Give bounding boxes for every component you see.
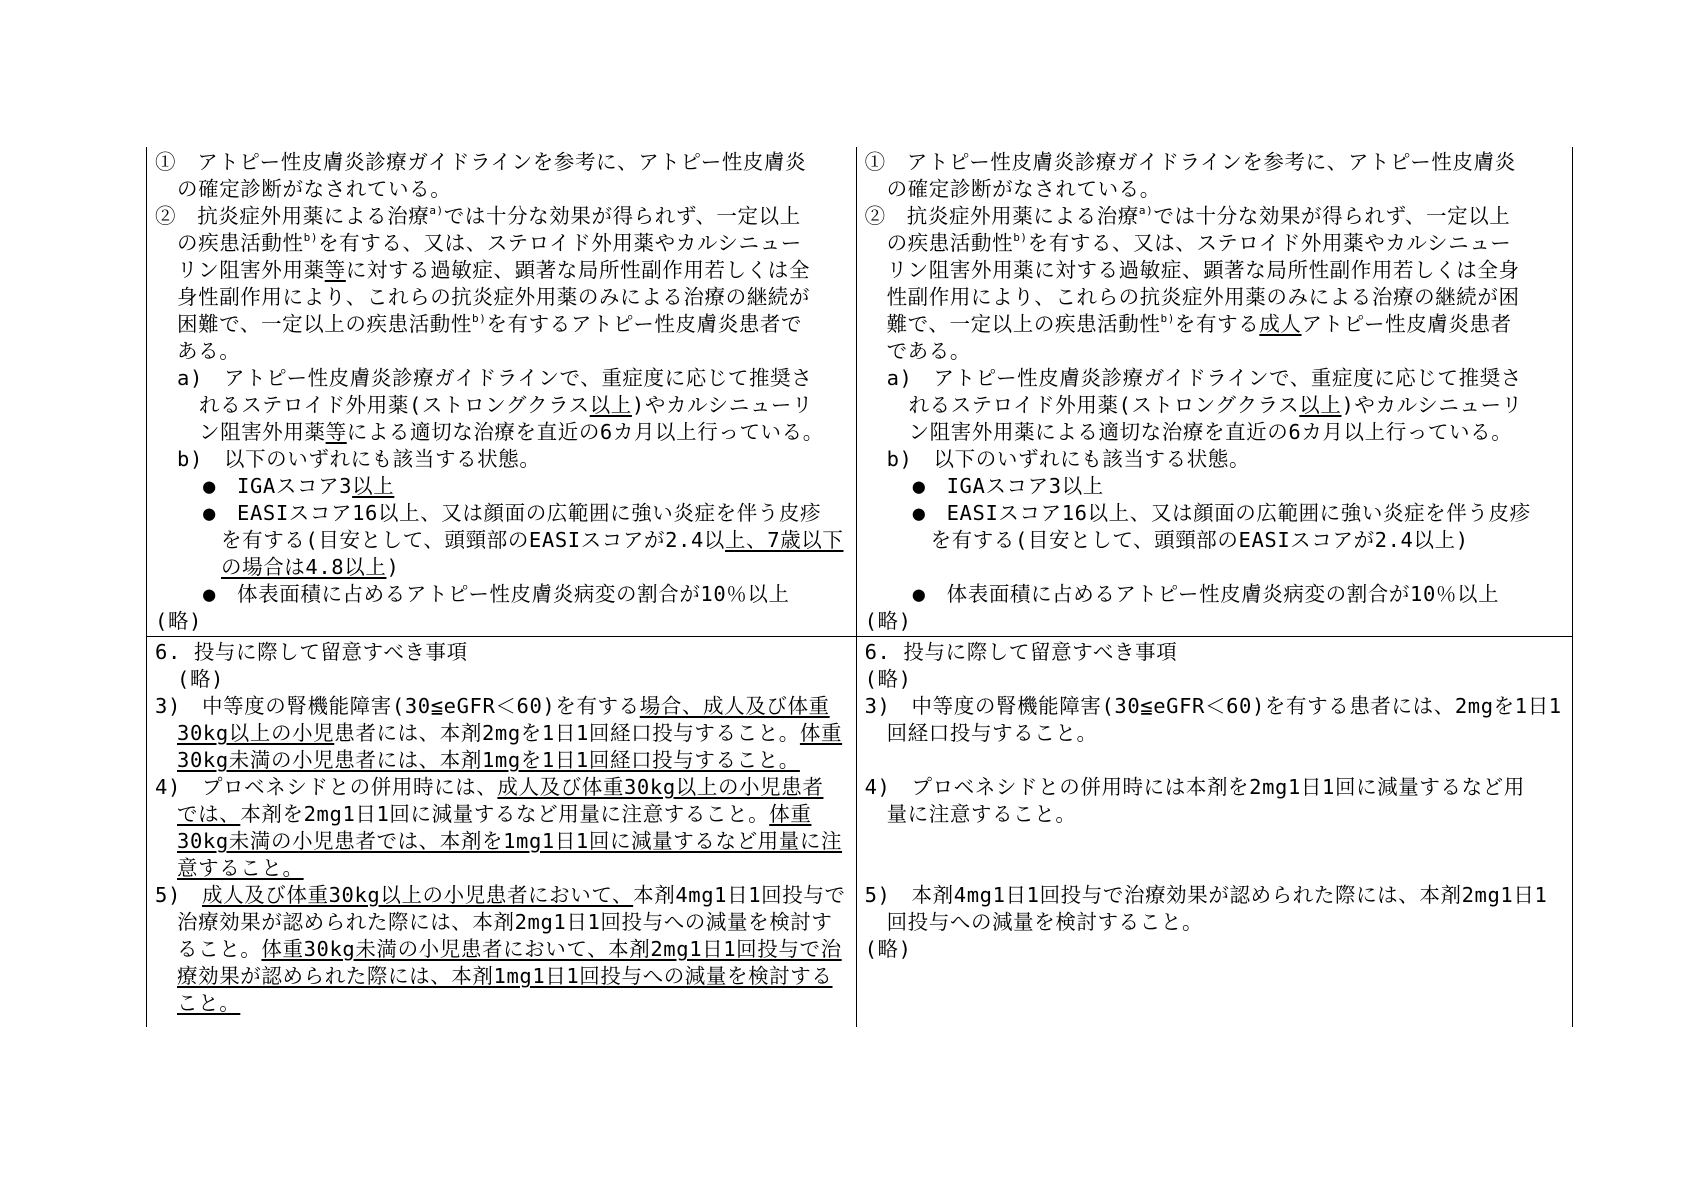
underlined-change: 以上 [589, 393, 632, 417]
text-line [865, 392, 1562, 419]
text-segment: (略) [177, 667, 224, 691]
text-segment: リン阻害外用薬 [177, 258, 325, 282]
text-segment: 治療効果が認められた際には、本剤2mg1日1回投与への減量を検討す [177, 910, 833, 934]
text-segment: 4) プロベネシドとの併用時には、 [155, 775, 498, 799]
text-line [155, 855, 846, 882]
cell-current [856, 637, 1572, 1028]
text-segment: ● 体表面積に占めるアトピー性皮膚炎病変の割合が10％以上 [912, 582, 1500, 606]
footnote-marker: a) [429, 204, 444, 217]
text-line [865, 527, 1562, 554]
underlined-change: 上、7歳以下 [725, 528, 844, 552]
text-segment: 難で、一定以上の疾患活動性 [886, 312, 1161, 336]
underlined-change: の場合は4.8以上 [221, 555, 387, 579]
text-line [865, 666, 1562, 693]
text-segment: 本剤4mg1日1回投与で [633, 883, 846, 907]
underlined-change: 等 [324, 258, 346, 282]
text-segment: )やカルシニューリ [1341, 393, 1523, 417]
text-line [155, 338, 846, 365]
text-segment: ること。 [177, 937, 262, 961]
text-line [155, 666, 846, 693]
text-segment: ● EASIスコア16以上、又は顔面の広範囲に強い炎症を伴う皮疹 [912, 501, 1531, 525]
underlined-change: では、 [177, 802, 241, 826]
text-segment: 6. 投与に際して留意すべき事項 [864, 640, 1178, 664]
table-row-indications [147, 147, 1573, 637]
text-segment: (略) [155, 609, 202, 633]
text-segment: 回投与への減量を検討すること。 [886, 910, 1204, 934]
text-line [865, 855, 1562, 882]
text-line [865, 801, 1562, 828]
text-segment: ● IGAスコア3 [203, 474, 353, 498]
text-segment: を有する、又は、ステロイド外用薬やカルシニュー [1027, 231, 1512, 255]
text-line [155, 284, 846, 311]
cell-revised [147, 147, 857, 637]
text-segment: の疾患活動性 [886, 231, 1014, 255]
text-line [155, 527, 846, 554]
text-segment: 4) プロベネシドとの併用時には本剤を2mg1日1回に減量するなど用 [864, 775, 1525, 799]
text-line [865, 338, 1562, 365]
text-segment: ① アトピー性皮膚炎診療ガイドラインを参考に、アトピー性皮膚炎 [155, 150, 807, 174]
underlined-change: 体重30kg未満の小児患者において、本剤2mg1日1回投与で治 [261, 937, 842, 961]
underlined-change: 以上 [352, 474, 395, 498]
text-line [155, 203, 846, 230]
text-line [865, 473, 1562, 500]
text-line [155, 446, 846, 473]
text-line [155, 693, 846, 720]
text-segment: 本剤を2mg1日1回に減量するなど用量に注意すること。 [240, 802, 770, 826]
text-line [865, 230, 1562, 257]
text-line [865, 149, 1562, 176]
footnote-marker: b) [303, 231, 319, 244]
text-segment: ① アトピー性皮膚炎診療ガイドラインを参考に、アトピー性皮膚炎 [864, 150, 1516, 174]
text-line [155, 554, 846, 581]
text-line [155, 473, 846, 500]
text-segment: 量に注意すること。 [886, 802, 1077, 826]
text-line [155, 311, 846, 338]
text-segment: 5) [155, 883, 202, 907]
text-segment: を有する、又は、ステロイド外用薬やカルシニュー [318, 231, 802, 255]
text-segment: れるステロイド外用薬(ストロングクラス [908, 393, 1300, 417]
text-segment: れるステロイド外用薬(ストロングクラス [199, 393, 590, 417]
text-segment: アトピー性皮膚炎患者 [1301, 312, 1512, 336]
text-segment: )やカルシニューリ [631, 393, 814, 417]
text-line [155, 909, 846, 936]
text-segment: (略) [864, 937, 912, 961]
text-line [865, 284, 1562, 311]
text-segment: 3) 中等度の腎機能障害(30≦eGFR＜60)を有する患者には、2mgを1日1 [864, 694, 1562, 718]
text-segment: を有するアトピー性皮膚炎患者で [486, 312, 803, 336]
underlined-change: 療効果が認められた際には、本剤1mg1日1回投与への減量を検討する [177, 964, 833, 988]
text-line [865, 203, 1562, 230]
text-line [865, 257, 1562, 284]
text-line [155, 392, 846, 419]
text-line [865, 720, 1562, 747]
text-line [155, 774, 846, 801]
text-line [155, 608, 846, 635]
text-segment: a) アトピー性皮膚炎診療ガイドラインで、重症度に応じて推奨さ [886, 366, 1522, 390]
text-line [155, 230, 846, 257]
text-segment: を有する [1174, 312, 1260, 336]
text-line [865, 365, 1562, 392]
text-segment: b) 以下のいずれにも該当する状態。 [886, 447, 1251, 471]
text-segment: を有する(目安として、頭頸部のEASIスコアが2.4以 [221, 528, 726, 552]
text-line [865, 909, 1562, 936]
text-line [865, 419, 1562, 446]
text-line [865, 774, 1562, 801]
table-row-dosing-precautions [147, 637, 1573, 1028]
underlined-change: 意すること。 [177, 856, 304, 880]
text-line [865, 176, 1562, 203]
text-line [155, 801, 846, 828]
text-line [865, 554, 1562, 581]
text-segment: 身性副作用により、これらの抗炎症外用薬のみによる治療の継続が [177, 285, 810, 309]
text-line [155, 639, 846, 666]
underlined-change: 30kg未満の小児患者には、本剤1mgを1日1回経口投与すること。 [177, 748, 800, 772]
text-segment: リン阻害外用薬に対する過敏症、顕著な局所性副作用若しくは全身 [886, 258, 1520, 282]
text-segment: ン阻害外用薬による適切な治療を直近の6カ月以上行っている。 [908, 420, 1513, 444]
text-segment: による適切な治療を直近の6カ月以上行っている。 [346, 420, 824, 444]
text-line [865, 500, 1562, 527]
cell-current [856, 147, 1572, 637]
text-line [155, 990, 846, 1017]
text-line [865, 581, 1562, 608]
text-line [865, 747, 1562, 774]
text-segment: (略) [864, 667, 912, 691]
text-line [865, 608, 1562, 635]
text-segment: a) アトピー性皮膚炎診療ガイドラインで、重症度に応じて推奨さ [177, 366, 813, 390]
text-segment: では十分な効果が得られず、一定以上 [443, 204, 801, 228]
text-line [155, 419, 846, 446]
text-segment: 患者には、本剤2mgを1日1回経口投与すること。 [334, 721, 800, 745]
text-segment: ② 抗炎症外用薬による治療 [864, 204, 1139, 228]
text-line [155, 882, 846, 909]
underlined-change: 場合、成人及び体重 [639, 694, 830, 718]
text-line [865, 882, 1562, 909]
text-line [155, 720, 846, 747]
text-line [865, 693, 1562, 720]
text-line [865, 828, 1562, 855]
text-segment: に対する過敏症、顕著な局所性副作用若しくは全 [345, 258, 811, 282]
comparison-table [146, 147, 1573, 1027]
text-segment: 5) 本剤4mg1日1回投与で治療効果が認められた際には、本剤2mg1日1 [864, 883, 1548, 907]
text-line [155, 828, 846, 855]
footnote-marker: b) [1013, 231, 1028, 244]
text-segment: ● IGAスコア3以上 [912, 474, 1104, 498]
text-segment: b) 以下のいずれにも該当する状態。 [177, 447, 541, 471]
text-segment: ン阻害外用薬 [199, 420, 326, 444]
text-segment: (略) [864, 609, 912, 633]
text-segment: の確定診断がなされている。 [886, 177, 1161, 201]
text-segment: を有する(目安として、頭頸部のEASIスコアが2.4以上) [930, 528, 1469, 552]
underlined-change: 30kg未満の小児患者では、本剤を1mg1日1回に減量するなど用量に注 [177, 829, 843, 853]
underlined-change: 体重 [799, 721, 843, 745]
cell-revised [147, 637, 857, 1028]
text-segment: ● EASIスコア16以上、又は顔面の広範囲に強い炎症を伴う皮疹 [203, 501, 822, 525]
underlined-change: 成人及び体重30kg以上の小児患者において、 [201, 883, 634, 907]
text-line [155, 365, 846, 392]
text-line [865, 936, 1562, 963]
text-line [865, 639, 1562, 666]
text-segment: では十分な効果が得られず、一定以上 [1153, 204, 1511, 228]
text-segment: 6. 投与に際して留意すべき事項 [155, 640, 468, 664]
text-line [155, 149, 846, 176]
text-line [155, 257, 846, 284]
underlined-change: 成人及び体重30kg以上の小児患者 [497, 775, 824, 799]
text-segment: の疾患活動性 [177, 231, 304, 255]
underlined-change: 30kg以上の小児 [177, 721, 335, 745]
text-line [155, 176, 846, 203]
footnote-marker: b) [1160, 312, 1175, 325]
text-line [155, 747, 846, 774]
text-segment: 3) 中等度の腎機能障害(30≦eGFR＜60)を有する [155, 694, 640, 718]
text-line [865, 446, 1562, 473]
text-line [865, 311, 1562, 338]
text-segment: ) [386, 555, 400, 579]
text-line [155, 936, 846, 963]
text-segment: 回経口投与すること。 [886, 721, 1098, 745]
text-segment: ● 体表面積に占めるアトピー性皮膚炎病変の割合が10％以上 [203, 582, 790, 606]
underlined-change: こと。 [177, 991, 241, 1015]
text-segment: 困難で、一定以上の疾患活動性 [177, 312, 472, 336]
text-line [155, 963, 846, 990]
underlined-change: 以上 [1299, 393, 1342, 417]
text-segment: である。 [886, 339, 971, 363]
text-segment: ② 抗炎症外用薬による治療 [155, 204, 430, 228]
text-line [155, 500, 846, 527]
text-segment: の確定診断がなされている。 [177, 177, 452, 201]
text-segment: 性副作用により、これらの抗炎症外用薬のみによる治療の継続が困 [886, 285, 1520, 309]
text-segment: ある。 [177, 339, 241, 363]
footnote-marker: b) [472, 312, 487, 325]
underlined-change: 成人 [1259, 312, 1302, 336]
text-line [155, 581, 846, 608]
underlined-change: 体重 [769, 802, 812, 826]
footnote-marker: a) [1138, 204, 1154, 217]
underlined-change: 等 [325, 420, 347, 444]
